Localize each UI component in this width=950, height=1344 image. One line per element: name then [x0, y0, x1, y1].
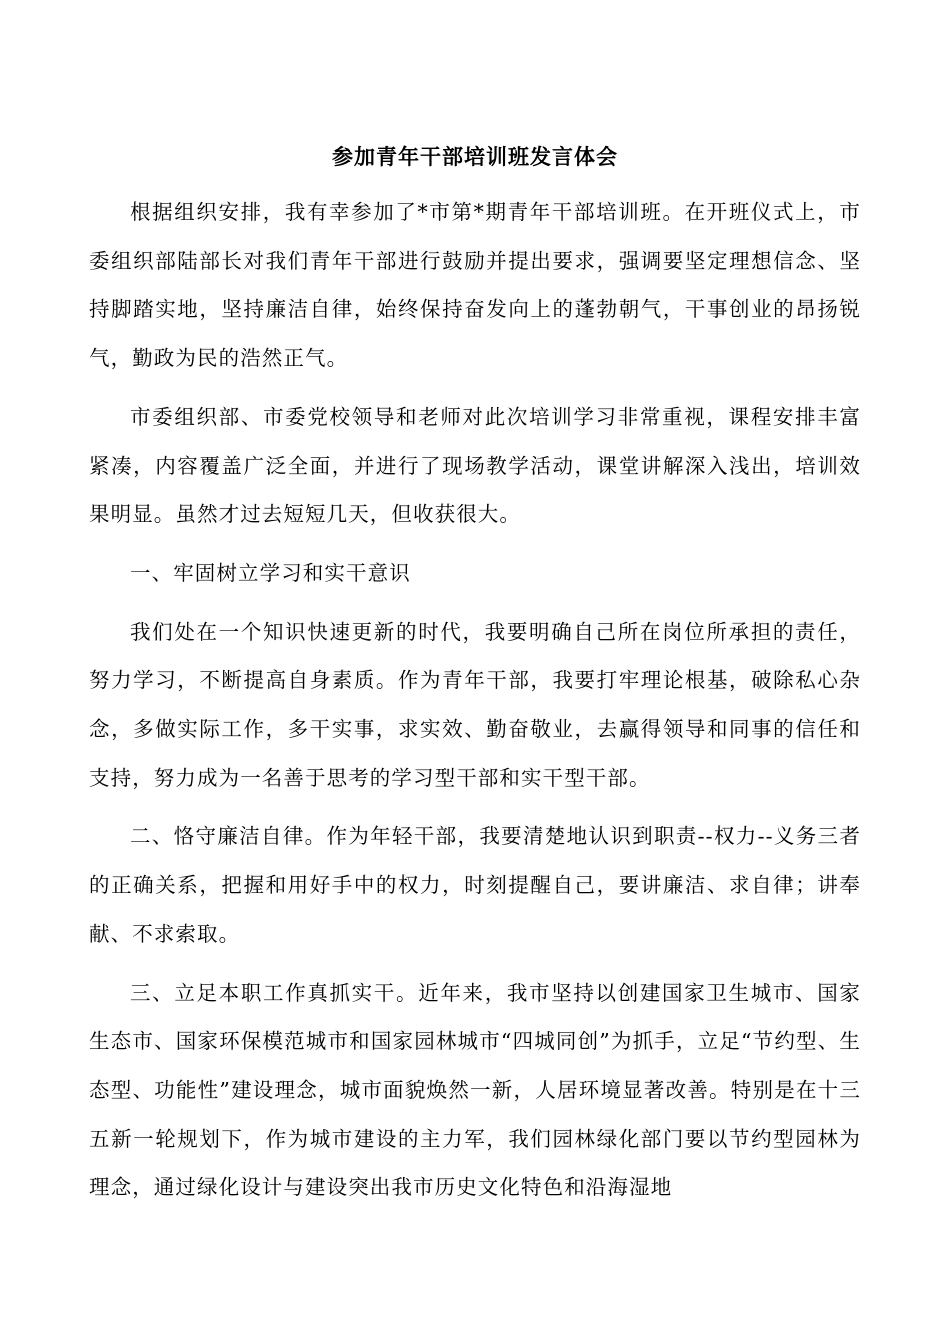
paragraph-integrity: 二、恪守廉洁自律。作为年轻干部，我要清楚地认识到职责--权力--义务三者的正确关系，把握和用好手中的权力，时刻提醒自己，要讲廉洁、求自律；讲奉献、不求索取。	[89, 824, 861, 946]
document-page	[89, 140, 861, 1222]
paragraph-work: 三、立足本职工作真抓实干。近年来，我市坚持以创建国家卫生城市、国家生态市、国家环保模范城市和国家园林城市“四城同创”为抓手，立足“节约型、生态型、功能性”建设理念，城市面貌焕然一新，人居环境显著改善。特别是在十三五新一轮规划下，作为城市建设的主力军，我们园林绿化部门要以节约型园林为理念，通过绿化设计与建设突出我市历史文化特色和沿海湿地	[89, 980, 861, 1200]
document-title: 参加青年干部培训班发言体会	[332, 144, 618, 169]
section-heading-1: 一、牢固树立学习和实干意识	[130, 560, 411, 585]
paragraph-study: 我们处在一个知识快速更新的时代，我要明确自己所在岗位所承担的责任，努力学习，不断提高自身素质。作为青年干部，我要打牢理论根基，破除私心杂念，多做实际工作，多干实事，求实效、勤奋敬业，去赢得领导和同事的信任和支持，努力成为一名善于思考的学习型干部和实干型干部。	[89, 619, 861, 790]
paragraph-intro: 根据组织安排，我有幸参加了*市第*期青年干部培训班。在开班仪式上，市委组织部陆部长对我们青年干部进行鼓励并提出要求，强调要坚定理想信念、坚持脚踏实地，坚持廉洁自律，始终保持奋发向上的蓬勃朝气，干事创业的昂扬锐气，勤政为民的浩然正气。	[89, 200, 861, 371]
paragraph-training: 市委组织部、市委党校领导和老师对此次培训学习非常重视，课程安排丰富紧凑，内容覆盖广泛全面，并进行了现场教学活动，课堂讲解深入浅出，培训效果明显。虽然才过去短短几天，但收获很大。	[89, 404, 861, 527]
